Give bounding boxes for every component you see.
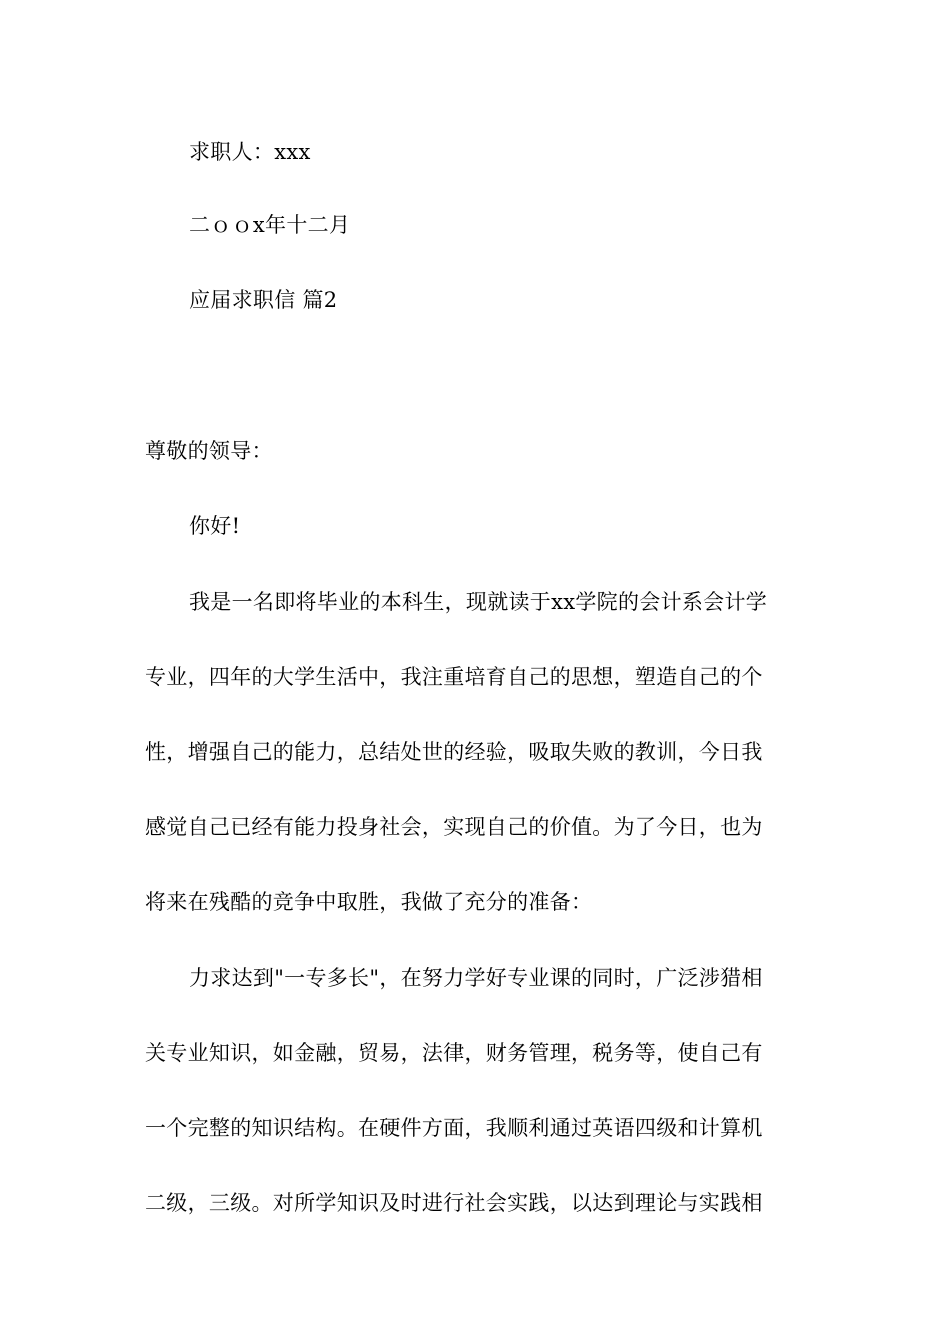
paragraph-line: 关专业知识，如金融，贸易，法律，财务管理，税务等，使自己有 <box>145 1041 763 1065</box>
paragraph-line: 感觉自己已经有能力投身社会，实现自己的价值。为了今日，也为 <box>145 815 763 839</box>
signature-line: 求职人：xxx <box>189 140 311 164</box>
paragraph-line: 专业，四年的大学生活中，我注重培育自己的思想，塑造自己的个 <box>145 665 763 689</box>
paragraph-line: 将来在残酷的竞争中取胜，我做了充分的准备： <box>145 890 593 914</box>
paragraph-line: 力求达到"一专多长"，在努力学好专业课的同时，广泛涉猎相 <box>189 966 763 990</box>
date-line: 二ｏｏx年十二月 <box>189 213 351 237</box>
greeting: 你好! <box>189 514 241 538</box>
salutation: 尊敬的领导： <box>145 439 273 463</box>
paragraph-line: 性，增强自己的能力，总结处世的经验，吸取失败的教训，今日我 <box>145 740 763 764</box>
paragraph-line: 二级，三级。对所学知识及时进行社会实践，以达到理论与实践相 <box>145 1191 763 1215</box>
letter-heading: 应届求职信 篇2 <box>189 288 338 312</box>
paragraph-line: 一个完整的知识结构。在硬件方面，我顺利通过英语四级和计算机 <box>145 1116 763 1140</box>
paragraph-line: 我是一名即将毕业的本科生，现就读于xx学院的会计系会计学 <box>189 590 768 614</box>
